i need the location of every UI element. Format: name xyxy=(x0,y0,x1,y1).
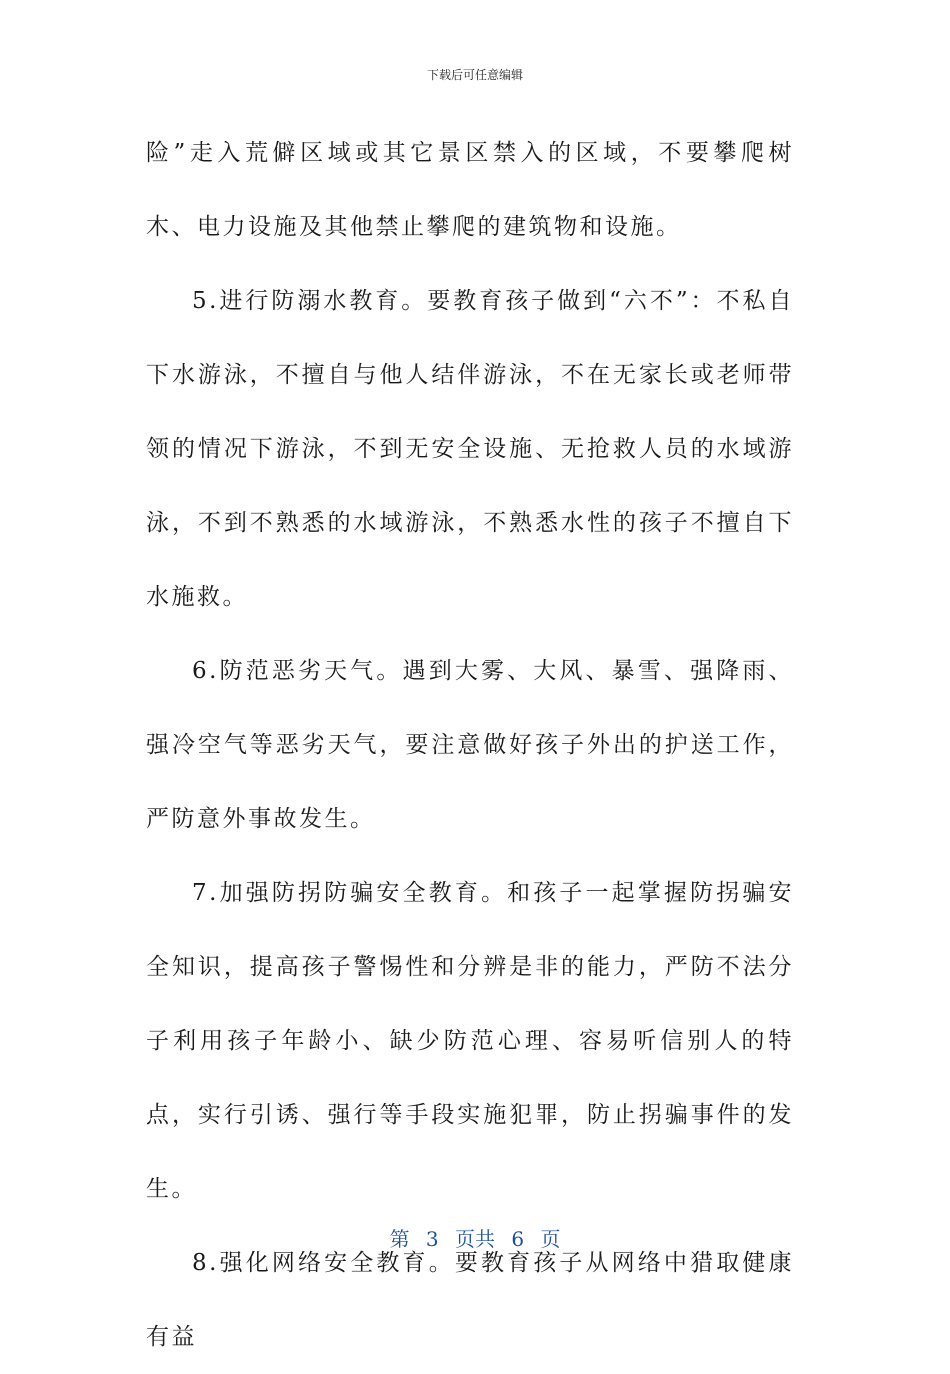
document-body xyxy=(146,116,794,1374)
footer-total-pages: 6 xyxy=(511,1227,525,1251)
page-header xyxy=(0,66,950,84)
footer-middle: 页共 xyxy=(455,1227,495,1251)
paragraph-continuation: 险”走入荒僻区域或其它景区禁入的区域，不要攀爬树木、电力设施及其他禁止攀爬的建筑物和设施。 xyxy=(146,140,794,240)
page-footer xyxy=(0,1226,950,1252)
paragraph-item-8: 8.强化网络安全教育。要教育孩子从网络中猎取健康有益 xyxy=(146,1250,794,1350)
header-text: 下载后可任意编辑 xyxy=(426,68,523,82)
paragraph-item-5: 5.进行防溺水教育。要教育孩子做到“六不”：不私自下水游泳，不擅自与他人结伴游泳，不在无家长或老师带领的情况下游泳，不到无安全设施、无抢救人员的水域游泳，不到不熟悉的水域游泳，不熟悉水性的孩子不擅自下水施救。 xyxy=(146,288,794,610)
footer-suffix: 页 xyxy=(540,1227,561,1251)
footer-prefix: 第 xyxy=(389,1227,410,1251)
paragraph-item-7: 7.加强防拐防骗安全教育。和孩子一起掌握防拐骗安全知识，提高孩子警惕性和分辨是非的能力，严防不法分子利用孩子年龄小、缺少防范心理、容易听信别人的特点，实行引诱、强行等手段实施犯罪，防止拐骗事件的发生。 xyxy=(146,880,794,1202)
footer-current-page: 3 xyxy=(425,1227,439,1251)
paragraph-item-6: 6.防范恶劣天气。遇到大雾、大风、暴雪、强降雨、强冷空气等恶劣天气，要注意做好孩子外出的护送工作，严防意外事故发生。 xyxy=(146,658,794,832)
